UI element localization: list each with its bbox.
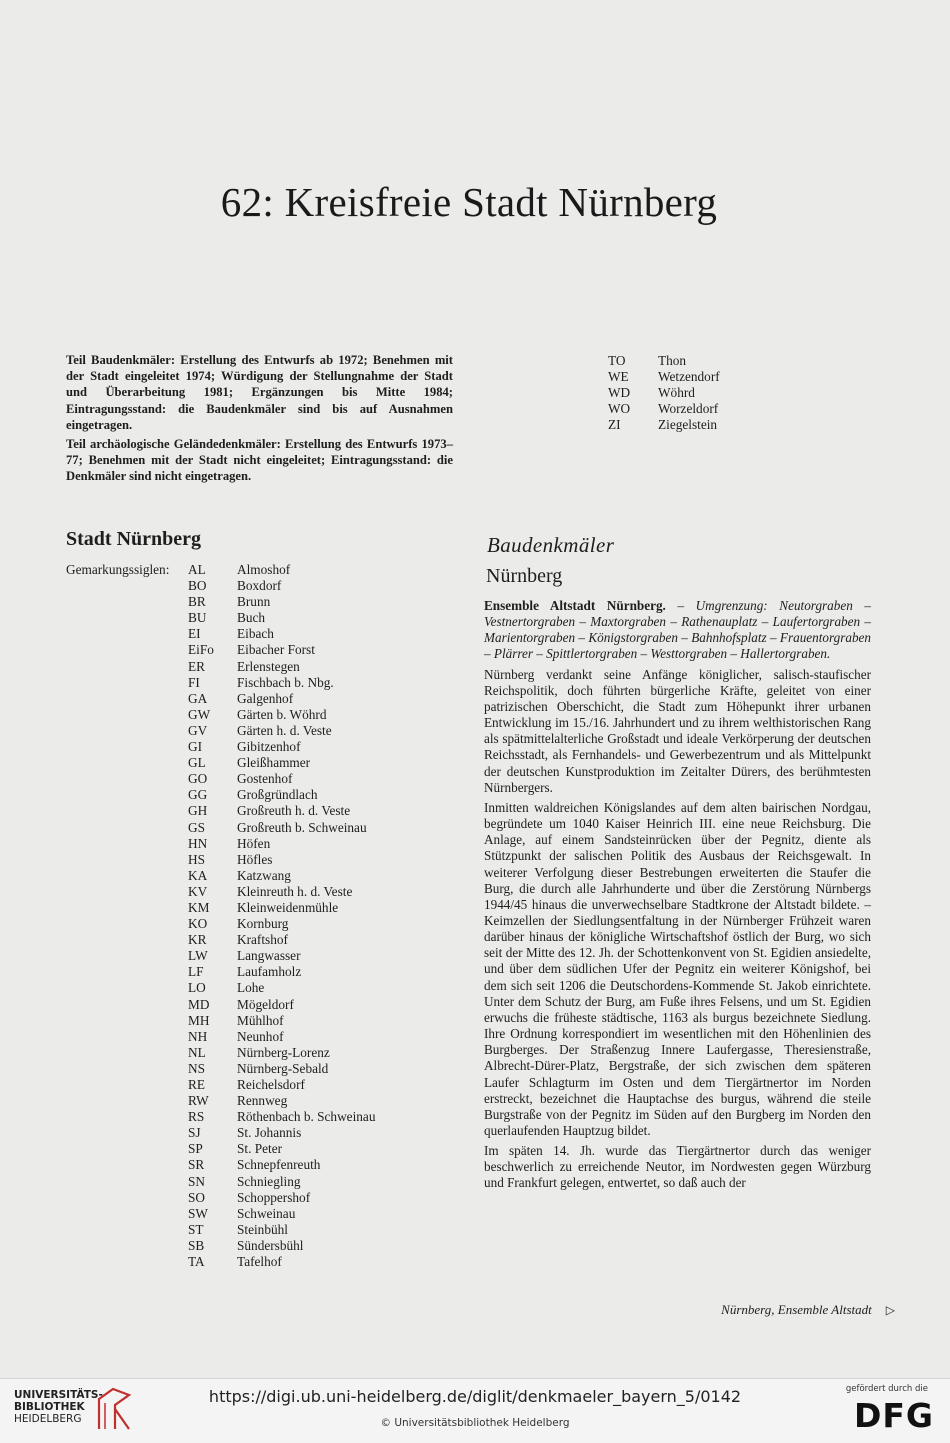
siglen-code: RS bbox=[188, 1109, 205, 1125]
siglen-row bbox=[188, 1045, 375, 1061]
siglen-row bbox=[608, 353, 720, 369]
siglen-name: Tafelhof bbox=[237, 1254, 282, 1270]
siglen-code: ST bbox=[188, 1221, 204, 1237]
siglen-code: GG bbox=[188, 787, 208, 803]
body-paragraph: Nürnberg verdankt seine Anfänge königlicher, salisch-staufischer Reichspolitik, doch führten bürgerliche Kräfte, geleitet von einer patrizischen Oberschicht, die Stadt zum Höhepunkt ihrer urbanen Entwicklung im 15./16. Jahrhundert und zu ihrem welthistorischen Rang als spätmittelalterliche Großstadt und ideale Verkörperung der deutschen Reichsstadt, als Fernhandels- und Gewerbezentrum und als Mittelpunkt der deutschen Kunstproduktion im Zeitalter Dürers, des berühmtesten Nürnbergers. bbox=[484, 666, 871, 795]
dfg-logo[interactable]: DFG bbox=[853, 1396, 934, 1435]
siglen-code: BR bbox=[188, 594, 206, 610]
ensemble-title: Ensemble Altstadt Nürnberg. bbox=[484, 598, 666, 613]
siglen-code: BU bbox=[188, 610, 207, 626]
siglen-row bbox=[188, 787, 375, 803]
siglen-row bbox=[188, 594, 375, 610]
siglen-code: SJ bbox=[188, 1125, 201, 1141]
siglen-row bbox=[188, 932, 375, 948]
siglen-name: Worzeldorf bbox=[658, 401, 719, 416]
siglen-row bbox=[188, 836, 375, 852]
siglen-code: FI bbox=[188, 674, 200, 690]
siglen-name: Großgründlach bbox=[237, 787, 318, 803]
siglen-row bbox=[188, 723, 375, 739]
siglen-name: Eibach bbox=[237, 626, 274, 642]
siglen-code: GH bbox=[188, 803, 208, 819]
page-url-link[interactable]: https://digi.ub.uni-heidelberg.de/diglit/denkmaeler_bayern_5/0142 bbox=[208, 1387, 742, 1406]
siglen-name: Lohe bbox=[237, 980, 265, 996]
siglen-code: SR bbox=[188, 1157, 205, 1173]
siglen-row bbox=[188, 659, 375, 675]
siglen-row bbox=[188, 820, 375, 836]
siglen-code: WD bbox=[608, 385, 631, 400]
siglen-name: Mögeldorf bbox=[237, 996, 294, 1012]
siglen-code: SB bbox=[188, 1237, 205, 1253]
intro-block bbox=[66, 352, 453, 488]
siglen-row bbox=[188, 626, 375, 642]
siglen-code: MH bbox=[188, 1012, 210, 1028]
siglen-row bbox=[188, 1125, 375, 1141]
siglen-row bbox=[188, 980, 375, 996]
siglen-row bbox=[188, 884, 375, 900]
siglen-name: Laufamholz bbox=[237, 964, 302, 980]
siglen-row bbox=[188, 948, 375, 964]
siglen-name: Nürnberg-Sebald bbox=[237, 1060, 329, 1076]
page-title: 62: Kreisfreie Stadt Nürnberg bbox=[220, 179, 718, 225]
ensemble-paragraph bbox=[484, 598, 871, 663]
siglen-name: Röthenbach b. Schweinau bbox=[237, 1109, 376, 1125]
siglen-code: KR bbox=[188, 932, 207, 948]
siglen-row bbox=[188, 675, 375, 691]
siglen-row bbox=[188, 1254, 375, 1270]
siglen-code: GL bbox=[188, 755, 206, 771]
siglen-name: Kleinreuth h. d. Veste bbox=[237, 883, 353, 899]
siglen-row bbox=[188, 900, 375, 916]
siglen-row bbox=[188, 1206, 375, 1222]
siglen-name: Gleißhammer bbox=[237, 755, 311, 771]
siglen-name: Buch bbox=[237, 610, 266, 626]
siglen-row bbox=[188, 771, 375, 787]
siglen-code: SN bbox=[188, 1173, 205, 1189]
siglen-name: Katzwang bbox=[237, 867, 291, 883]
siglen-name: Erlenstegen bbox=[237, 658, 300, 674]
siglen-code: WO bbox=[608, 401, 631, 416]
continuation-label: Nürnberg, Ensemble Altstadt bbox=[721, 1302, 872, 1317]
siglen-name: Steinbühl bbox=[237, 1221, 288, 1237]
viewer-footer-bar bbox=[0, 1378, 950, 1443]
siglen-row bbox=[188, 997, 375, 1013]
siglen-row bbox=[608, 417, 720, 433]
siglen-name: Schweinau bbox=[237, 1205, 296, 1221]
siglen-code: GV bbox=[188, 722, 208, 738]
siglen-code: BO bbox=[188, 578, 207, 594]
siglen-row bbox=[608, 401, 720, 417]
siglen-code: GA bbox=[188, 690, 208, 706]
siglen-name: Schoppershof bbox=[237, 1189, 311, 1205]
siglen-row bbox=[608, 369, 720, 385]
siglen-name: Nürnberg-Lorenz bbox=[237, 1044, 330, 1060]
siglen-row bbox=[188, 642, 375, 658]
intro-paragraph-archaeologie: Teil archäologische Geländedenkmäler: Erstellung des Entwurfs 1973–77; Benehmen mit der Stadt nicht eingeleitet; Eintragungsstand: die Denkmäler sind nicht eingetragen. bbox=[66, 437, 453, 484]
continuation-reference bbox=[721, 1302, 895, 1318]
siglen-row bbox=[188, 852, 375, 868]
siglen-name: Großreuth b. Schweinau bbox=[237, 819, 367, 835]
siglen-row bbox=[188, 916, 375, 932]
siglen-code: RE bbox=[188, 1077, 205, 1092]
siglen-code: NL bbox=[188, 1044, 206, 1060]
siglen-code: NH bbox=[188, 1028, 208, 1044]
siglen-row bbox=[188, 1238, 375, 1254]
siglen-code: GO bbox=[188, 771, 208, 787]
siglen-row bbox=[188, 868, 375, 884]
siglen-row bbox=[188, 1013, 375, 1029]
siglen-name: Brunn bbox=[237, 594, 271, 610]
section-heading-baudenkmaeler: Baudenkmäler bbox=[487, 533, 615, 557]
siglen-code: SP bbox=[188, 1141, 203, 1157]
siglen-row bbox=[188, 755, 375, 771]
siglen-code: KM bbox=[188, 899, 210, 915]
siglen-row bbox=[188, 1077, 375, 1093]
siglen-name: Reichelsdorf bbox=[237, 1077, 305, 1092]
main-text bbox=[484, 598, 871, 1196]
siglen-name: Neunhof bbox=[237, 1028, 284, 1044]
siglen-code: KO bbox=[188, 916, 208, 932]
siglen-list bbox=[188, 562, 375, 1270]
siglen-name: Kleinweidenmühle bbox=[237, 899, 339, 915]
siglen-code: GW bbox=[188, 706, 211, 722]
siglen-name: St. Peter bbox=[237, 1141, 283, 1157]
siglen-row bbox=[188, 803, 375, 819]
siglen-code: TO bbox=[608, 353, 626, 368]
siglen-row bbox=[188, 1109, 375, 1125]
siglen-name: Langwasser bbox=[237, 948, 301, 964]
ensemble-boundaries: – Umgrenzung: Neutorgraben – Vestnertorgraben – Maxtorgraben – Rathenauplatz – Laufertorgraben – Marientorgraben – Königstorgraben – Bahnhofsplatz – Frauentorgraben – Plärrer – Spittlertorgraben – Westtorgraben – Hallertorgraben. bbox=[484, 598, 871, 662]
ub-logo-line2: BIBLIOTHEK bbox=[14, 1401, 85, 1413]
siglen-code: ZI bbox=[608, 417, 621, 432]
siglen-row bbox=[188, 610, 375, 626]
siglen-name: Rennweg bbox=[237, 1093, 288, 1109]
siglen-row bbox=[188, 691, 375, 707]
siglen-name: Almoshof bbox=[237, 562, 291, 577]
siglen-row bbox=[188, 1174, 375, 1190]
siglen-row bbox=[188, 1093, 375, 1109]
siglen-code: KA bbox=[188, 867, 208, 883]
siglen-code: NS bbox=[188, 1060, 205, 1076]
siglen-code: GI bbox=[188, 739, 203, 755]
siglen-row bbox=[188, 739, 375, 755]
copyright-notice: © Universitätsbibliothek Heidelberg bbox=[380, 1417, 570, 1429]
siglen-name: Gibitzenhof bbox=[237, 739, 301, 755]
siglen-row bbox=[188, 1157, 375, 1173]
siglen-row bbox=[188, 1061, 375, 1077]
siglen-code: AL bbox=[188, 562, 206, 577]
siglen-code: HS bbox=[188, 851, 205, 867]
continuation-arrow-icon: ▷ bbox=[885, 1303, 895, 1317]
siglen-code: LF bbox=[188, 964, 204, 980]
siglen-name: Fischbach b. Nbg. bbox=[237, 674, 334, 690]
siglen-row bbox=[188, 578, 375, 594]
siglen-row bbox=[188, 1029, 375, 1045]
siglen-name: Sündersbühl bbox=[237, 1237, 304, 1253]
siglen-code: ER bbox=[188, 658, 205, 674]
siglen-row bbox=[608, 385, 720, 401]
siglen-list-continued bbox=[608, 353, 720, 433]
siglen-row bbox=[188, 1222, 375, 1238]
siglen-name: Mühlhof bbox=[237, 1012, 284, 1028]
siglen-name: Schniegling bbox=[237, 1173, 301, 1189]
siglen-name: Boxdorf bbox=[237, 578, 282, 594]
siglen-code: LW bbox=[188, 948, 208, 964]
siglen-code: WE bbox=[608, 369, 629, 384]
siglen-code: SW bbox=[188, 1205, 208, 1221]
siglen-row bbox=[188, 1141, 375, 1157]
siglen-name: Gärten h. d. Veste bbox=[237, 722, 332, 738]
siglen-name: Thon bbox=[658, 353, 687, 368]
siglen-name: Wetzendorf bbox=[658, 369, 720, 384]
siglen-row bbox=[188, 964, 375, 980]
siglen-code: KV bbox=[188, 883, 208, 899]
siglen-row bbox=[188, 562, 375, 578]
siglen-code: LO bbox=[188, 980, 206, 996]
dfg-caption: gefördert durch die bbox=[845, 1384, 928, 1394]
siglen-row bbox=[188, 707, 375, 723]
siglen-name: Gärten b. Wöhrd bbox=[237, 706, 327, 722]
siglen-name: Kraftshof bbox=[237, 932, 288, 948]
siglen-code: MD bbox=[188, 996, 210, 1012]
ub-logo-line1: UNIVERSITÄTS- bbox=[14, 1389, 103, 1401]
siglen-code: RW bbox=[188, 1093, 209, 1109]
siglen-name: Höfen bbox=[237, 835, 271, 851]
siglen-code: GS bbox=[188, 819, 205, 835]
siglen-name: Wöhrd bbox=[658, 385, 695, 400]
siglen-code: EiFo bbox=[188, 642, 214, 658]
siglen-name: Großreuth h. d. Veste bbox=[237, 803, 351, 819]
siglen-code: HN bbox=[188, 835, 208, 851]
body-paragraph: Im späten 14. Jh. wurde das Tiergärtnertor durch das weniger beschwerlich zu erreichende Neutor, im Nordwesten gegen Würzburg und Frankfurt gelegen, entwertet, so daß auch der bbox=[484, 1143, 871, 1191]
siglen-name: Gostenhof bbox=[237, 771, 293, 787]
body-paragraph: Inmitten waldreichen Königslandes auf dem alten bairischen Nordgau, begründete um 1040 Kaiser Heinrich III. eine neue Reichsburg. Die Anlage, auf einem Sandsteinrücken über der Pegnitz, diente als Stützpunkt der salischen Politik des Ausbaus der Reichsgewalt. In weiterer Verfolgung dieser Bestrebungen erweiterten die Staufer die Burg, die durch alle Jahrhunderte und über die Zerstörung Nürnbergs 1944/45 hinaus die unverwechselbare Stadtkrone der Altstadt bildete. – Keimzellen der Siedlungsentfaltung in der Nürnberger Frühzeit waren darüber hinaus der königliche Wirtschaftshof östlich der Burg, wo sich seit der Mitte des 12. Jh. der Schottenkonvent von St. Egidien ansiedelte, und über dem südlichen Ufer der Pegnitz ein weiterer Königshof, bei dem sich seit 1206 die Deutschordens-Kommende St. Jakob einrichtete. Unter dem Schutz der Burg, am Fuße ihres Felsens, und um St. Egidien erwuchs die früheste städtische, 1163 als burgus bezeichnete Siedlung. Ihre Ordnung korrespondiert im wesentlichen mit den Höhenlinien des Burgberges. Der Straßenzug Innere Laufergasse, Theresienstraße, Albrecht-Dürer-Platz, Bergstraße, der sich zwischen dem späteren Laufer Schlagturm im Osten und dem Tiergärtnertor im Norden erstreckt, bezeichnet die Hauptachse des burgus, während die steile Burgstraße von der Pegnitz im Süden auf den Burgberg im Norden den querlaufenden Hauptzug bildet. bbox=[484, 799, 871, 1138]
ub-logo-line3: HEIDELBERG bbox=[14, 1413, 82, 1425]
gemarkungssiglen-label: Gemarkungssiglen: bbox=[66, 562, 170, 577]
siglen-name: Eibacher Forst bbox=[237, 642, 315, 658]
siglen-name: Galgenhof bbox=[237, 690, 294, 706]
intro-paragraph-baudenkmaeler: Teil Baudenkmäler: Erstellung des Entwurfs ab 1972; Benehmen mit der Stadt eingeleitet 1974; Würdigung der Stellungnahme der Stadt und Überarbeitung 1981; Ergänzungen bis Mitte 1984; Eintragungsstand: die Baudenkmäler sind bis auf Ausnahmen eingetragen. bbox=[66, 353, 453, 432]
siglen-row bbox=[188, 1190, 375, 1206]
siglen-name: St. Johannis bbox=[237, 1125, 302, 1141]
siglen-name: Schnepfenreuth bbox=[237, 1157, 321, 1173]
siglen-name: Ziegelstein bbox=[658, 417, 718, 432]
siglen-name: Kornburg bbox=[237, 916, 289, 932]
siglen-code: TA bbox=[188, 1254, 205, 1270]
subsection-heading-nuernberg: Nürnberg bbox=[486, 565, 563, 587]
siglen-code: EI bbox=[188, 626, 201, 642]
siglen-name: Höfles bbox=[237, 851, 273, 867]
siglen-code: SO bbox=[188, 1189, 205, 1205]
section-heading-stadt: Stadt Nürnberg bbox=[66, 528, 202, 550]
